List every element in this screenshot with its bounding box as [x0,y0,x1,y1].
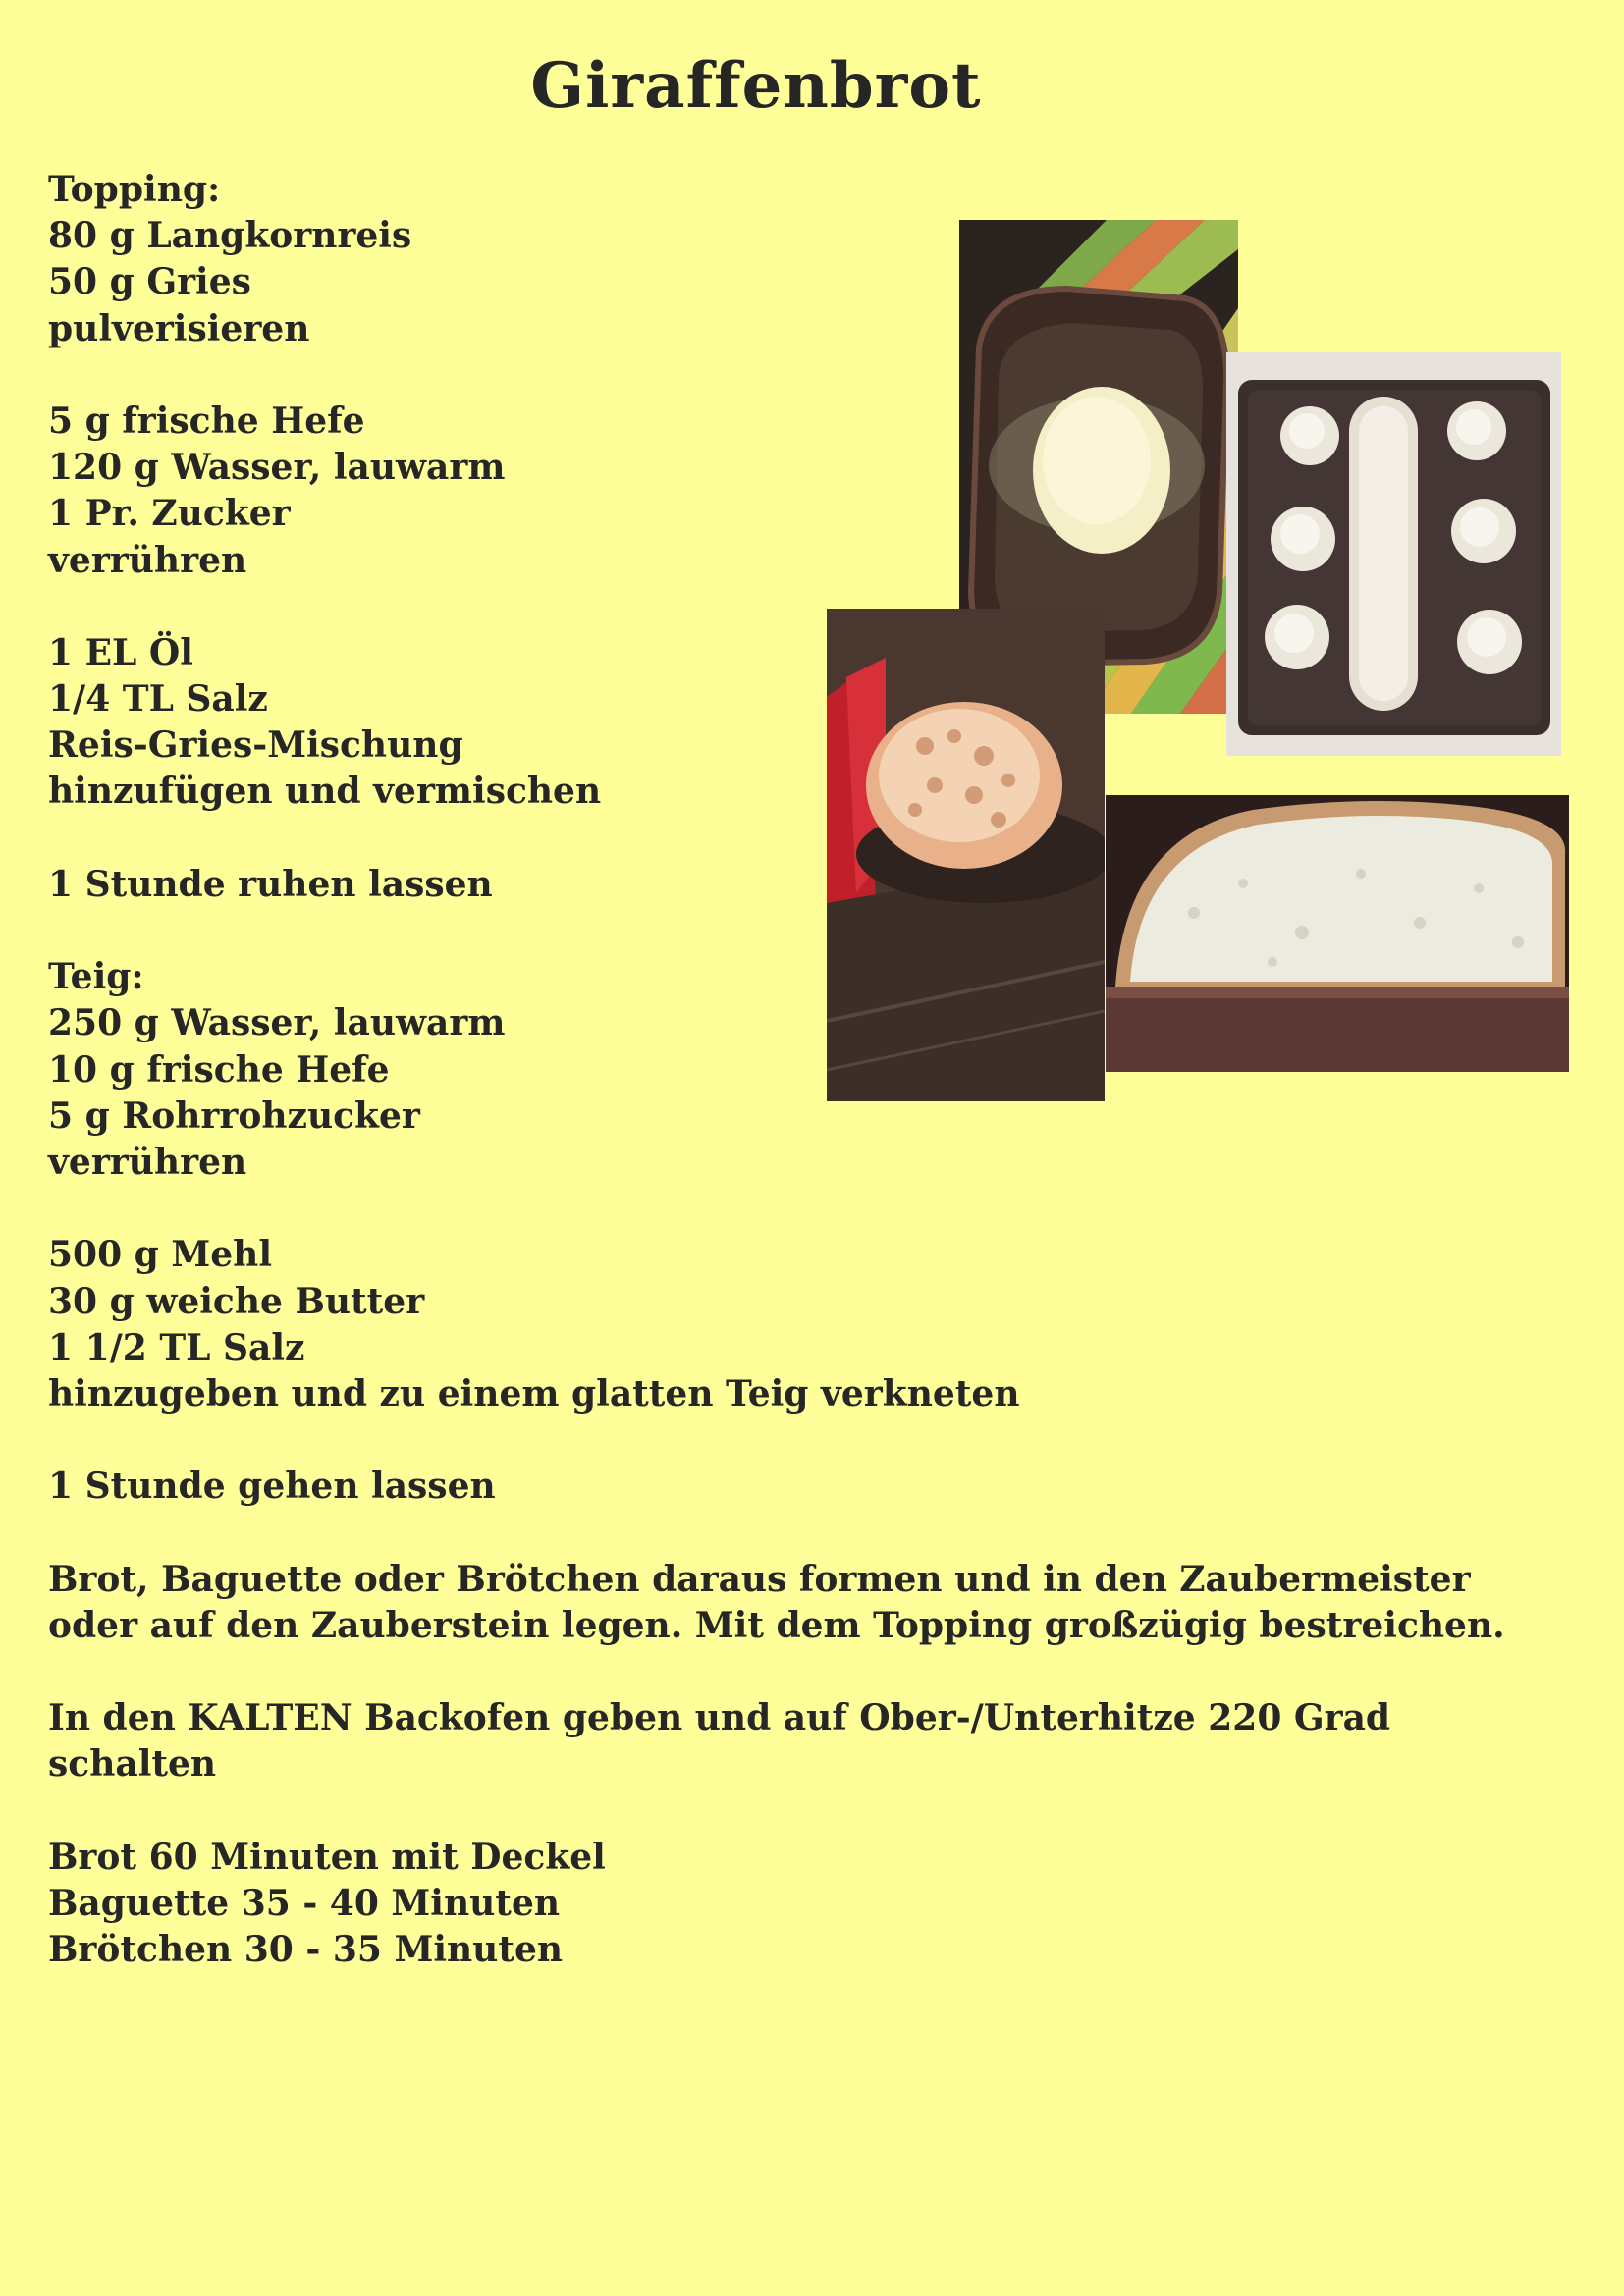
recipe-line: 1 1/2 TL Salz [48,1326,305,1368]
recipe-line: 500 g Mehl [48,1234,272,1276]
recipe-line: 1 EL Öl [48,631,193,673]
blank-line [48,1789,1423,1835]
recipe-line: 1 Pr. Zucker [48,493,291,535]
recipe-line: 1/4 TL Salz [48,678,268,721]
blank-line [48,1649,1423,1695]
photo-bread-slice [1106,795,1569,1072]
recipe-line: 80 g Langkornreis [48,215,412,257]
recipe-line: verrühren [48,539,247,581]
recipe-line: In den KALTEN Backofen geben und auf Ober-/Unterhitze 220 Grad [48,1697,1391,1739]
recipe-line: Brot, Baguette oder Brötchen daraus formen und in den Zaubermeister [48,1558,1471,1600]
recipe-line: 1 Stunde ruhen lassen [48,863,493,905]
recipe-line: 50 g Gries [48,261,251,303]
recipe-line: Brötchen 30 - 35 Minuten [48,1929,564,1971]
photo-baguette-and-rolls [1226,352,1561,756]
recipe-line: 5 g Rohrrohzucker [48,1095,420,1137]
blank-line [48,1186,1423,1232]
recipe-line: Brot 60 Minuten mit Deckel [48,1836,606,1878]
recipe-line: Baguette 35 - 40 Minuten [48,1882,561,1924]
recipe-line: 10 g frische Hefe [48,1048,390,1091]
recipe-line: 5 g frische Hefe [48,400,365,442]
recipe-line: 30 g weiche Butter [48,1280,425,1322]
recipe-line: hinzugeben und zu einem glatten Teig verkneten [48,1372,1020,1415]
blank-line [48,1510,1423,1556]
blank-line [48,1417,1423,1464]
recipe-line: 120 g Wasser, lauwarm [48,447,506,489]
photo-giraffe-loaf [827,609,1105,1101]
recipe-line: 250 g Wasser, lauwarm [48,1002,506,1044]
recipe-line: hinzufügen und vermischen [48,771,602,813]
recipe-line: oder auf den Zauberstein legen. Mit dem Topping großzügig bestreichen. [48,1604,1505,1646]
recipe-line: verrühren [48,1141,247,1183]
recipe-line: Reis-Gries-Mischung [48,724,463,767]
recipe-line: schalten [48,1743,217,1786]
page-title: Giraffenbrot [530,49,982,123]
recipe-line: Teig: [48,956,144,998]
recipe-line: 1 Stunde gehen lassen [48,1466,496,1508]
recipe-line: pulverisieren [48,307,310,349]
recipe-line: Topping: [48,169,221,210]
